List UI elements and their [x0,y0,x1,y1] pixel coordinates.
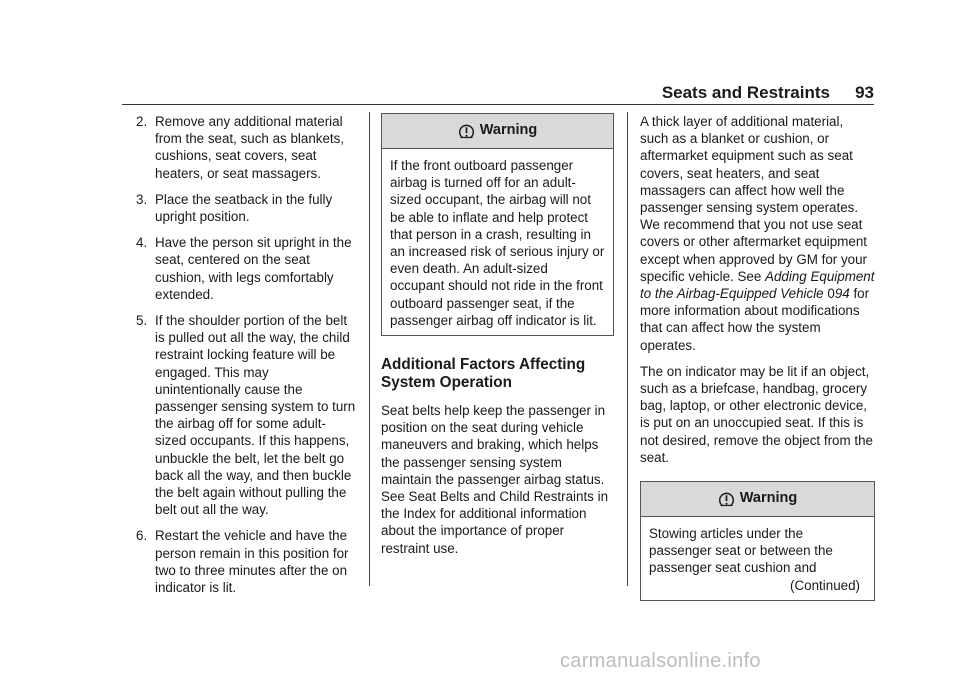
warning-icon [458,123,475,140]
list-item [130,191,356,225]
continued-label: (Continued) [790,577,860,593]
body-paragraph: The on indicator may be lit if an object, such as a briefcase, handbag, grocery bag, laptop, or other electronic device, is put on an unoccupied seat. If this is not desired, remove the object from the seat. [640,363,873,465]
column-2 [381,113,614,566]
body-paragraph: Seat belts help keep the passenger in position on the seat during vehicle maneuvers and braking, which helps the passenger sensing system maintain the passenger airbag status. See Seat Belts and Child Restraints in the Index for additional information about the importance of proper restraint use. [381,403,609,556]
procedure-steps [130,113,356,596]
page-section-title: Seats and Restraints [661,83,830,102]
warning-title: Warning [479,122,538,139]
body-paragraph [640,113,875,354]
header-rule [122,104,874,105]
warning-body: If the front outboard passenger airbag is turned off for an adult-sized occupant, the airbag will not be able to inflate and help protect that person in a crash, resulting in an increased risk of serious injury or even death. An adult-sized occupant should not ride in the front outboard passenger seat, if the passenger airbag off indicator is lit. [390,158,605,328]
watermark: carmanualsonline.info [560,650,761,672]
warning-title: Warning [739,490,798,507]
paragraph-text: for more information about modifications that can affect how the system operates. [640,286,870,353]
list-item [130,312,356,518]
column-divider-left [369,112,370,586]
warning-header [382,114,613,149]
warning-box [381,113,614,336]
step-number: 4. [136,235,148,251]
step-text: Have the person sit upright in the seat, centered on the seat cushion, with legs comfortably extended. [155,235,352,302]
column-1 [130,113,356,605]
column-divider-right [627,112,628,586]
section-heading: Additional Factors Affecting System Operation [381,356,586,392]
page-number: 93 [855,83,874,102]
warning-header [641,482,874,517]
step-number: 3. [136,191,148,207]
step-text: Restart the vehicle and have the person remain in this position for two to three minutes after the on indicator is lit. [155,528,349,596]
cross-reference-link[interactable]: Adding Equipment to the Airbag-Equipped Vehicle [640,268,875,302]
step-number: 2. [136,114,148,129]
warning-icon [718,491,735,508]
step-text: Remove any additional material from the seat, such as blankets, cushions, seat covers, seat heaters, or seat massagers. [155,114,345,181]
step-number: 5. [136,313,148,329]
list-item [130,527,356,596]
column-3 [640,113,875,601]
cross-reference-page[interactable]: 94 [834,286,850,302]
page-reference-arrow-icon: 0 [827,286,835,302]
list-item [130,113,356,182]
step-number: 6. [136,528,148,544]
paragraph-text: A thick layer of additional material, such as a blanket or cushion, or aftermarket equipment such as seat covers, seat heaters, and seat massagers can affect how well the passenger sensing system operates. We recommend that you not use seat covers or other aftermarket equipment except when approved by GM for your specific vehicle. See [640,114,868,284]
warning-body [641,517,874,600]
step-text: If the shoulder portion of the belt is pulled out all the way, the child restraint locking feature will be engaged. This may unintentionally cause the passenger sensing system to turn the airbag off for some adult-sized occupants. If this happens, unbuckle the belt, let the belt go back all the way, and then buckle the belt again without pulling the belt out all the way. [155,313,356,518]
list-item [130,234,356,303]
warning-text: Stowing articles under the passenger seat or between the passenger seat cushion and [649,526,833,576]
warning-box [640,481,875,601]
step-text: Place the seatback in the fully upright position. [155,191,333,225]
